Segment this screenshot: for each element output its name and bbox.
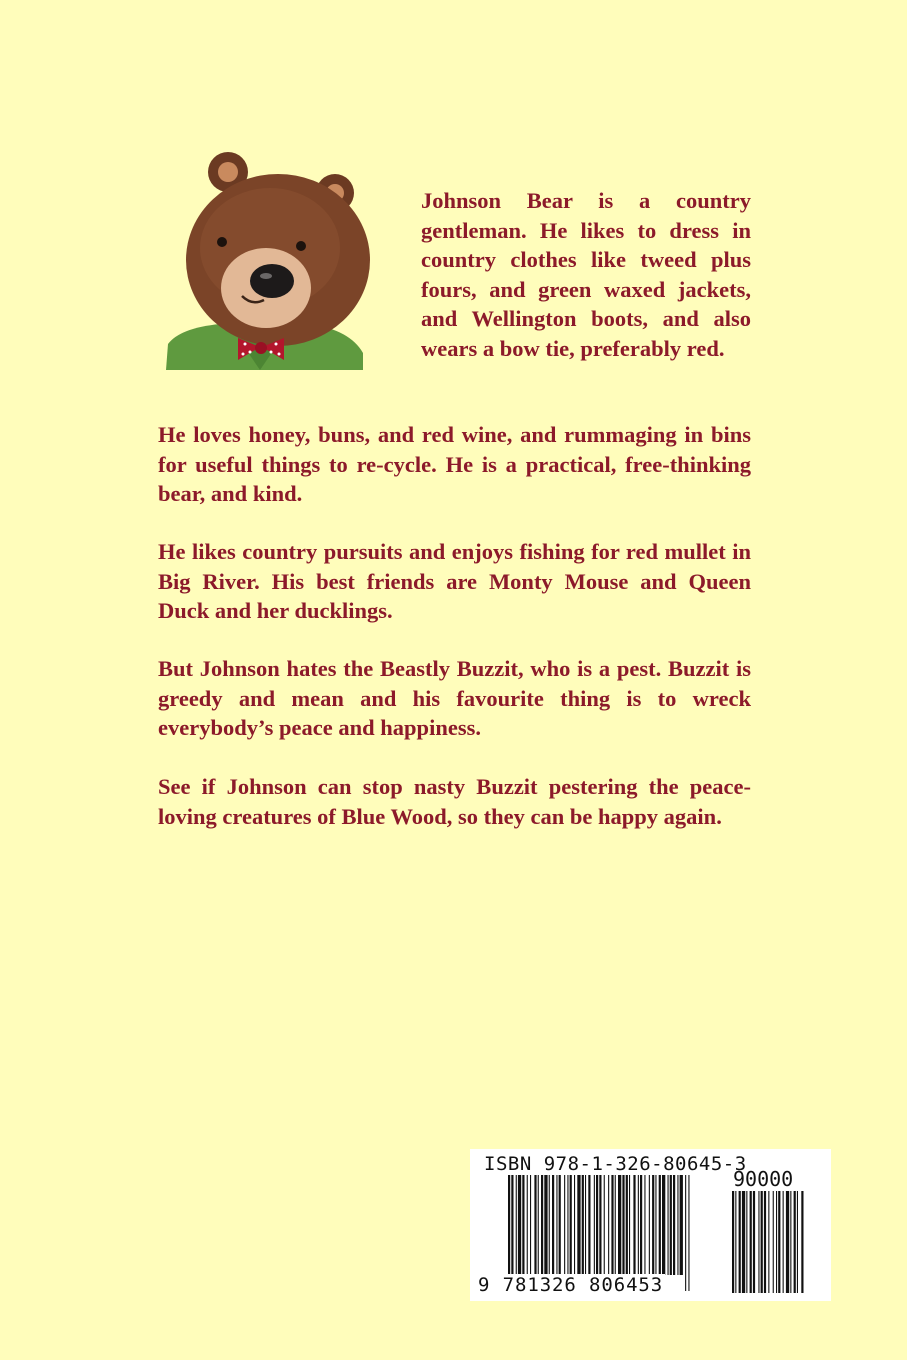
price-code-label: 90000 — [733, 1167, 794, 1191]
johnson-bear-illustration — [160, 148, 370, 370]
likes-paragraph: He likes country pursuits and enjoys fishing for red mullet in Big River. His best friends are Monty Mouse and Queen Duck and her ducklings. — [158, 539, 751, 624]
isbn-barcode — [470, 1149, 831, 1301]
intro-paragraph: Johnson Bear is a country gentleman. He likes to dress in country clothes like tweed plus fours, and green waxed jackets, and Wellington boots, and also wears a bow tie, preferably red. — [421, 188, 751, 361]
hates-paragraph: But Johnson hates the Beastly Buzzit, who is a pest. Buzzit is greedy and mean and his favourite thing is to wreck everybody’s peace and happiness. — [158, 656, 751, 741]
loves-paragraph: He loves honey, buns, and red wine, and rummaging in bins for useful things to re-cycle. He is a practical, free-thinking bear, and kind. — [158, 422, 751, 507]
ean-digits-label: 9 781326 806453 — [478, 1274, 664, 1296]
isbn-label: ISBN 978-1-326-80645-3 — [484, 1153, 747, 1175]
see-paragraph: See if Johnson can stop nasty Buzzit pestering the peace-loving creatures of Blue Wood, so they can be happy again. — [158, 774, 751, 829]
addon-barcode-bars — [732, 1191, 824, 1293]
